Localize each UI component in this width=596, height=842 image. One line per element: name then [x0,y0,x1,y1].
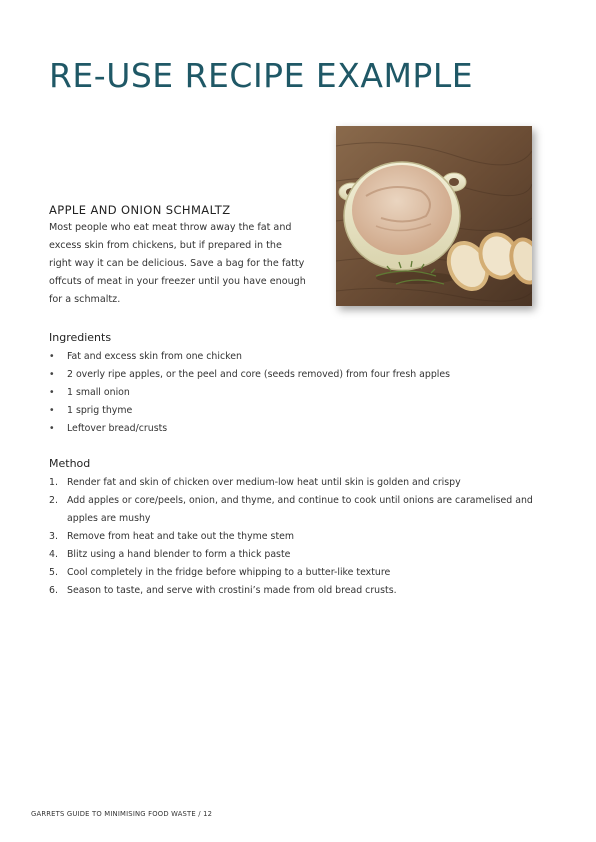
step-text: Remove from heat and take out the thyme stem [67,531,295,542]
ingredient-item: • 2 overly ripe apples, or the peel and core (seeds removed) from four fresh apples [49,366,450,384]
step-number: 6. [49,585,58,596]
ingredient-item: • 1 sprig thyme [49,402,450,420]
step-number: 5. [49,567,58,578]
step-text: Render fat and skin of chicken over medium-low heat until skin is golden and crispy [67,477,461,488]
step-number: 1. [49,477,58,488]
step-text: Blitz using a hand blender to form a thick paste [67,549,291,560]
schmaltz-photo [336,126,532,306]
method-step [49,582,559,600]
method-heading: Method [49,457,91,470]
ingredient-item: • 1 small onion [49,384,450,402]
method-step [49,474,559,492]
step-number: 3. [49,531,58,542]
ingredient-item: • Fat and excess skin from one chicken [49,348,450,366]
method-step [49,528,559,546]
page-title: RE-USE RECIPE EXAMPLE [49,56,474,95]
step-text: Season to taste, and serve with crostini’s made from old bread crusts. [67,585,397,596]
page-footer: GARRETS GUIDE TO MINIMISING FOOD WASTE / 12 [31,810,213,818]
ingredients-heading: Ingredients [49,331,112,344]
step-text: Cool completely in the fridge before whipping to a butter-like texture [67,567,391,578]
method-list [49,474,559,600]
step-text: Add apples or core/peels, onion, and thyme, and continue to cook until onions are caramelised and apples are mushy [67,495,533,524]
recipe-intro: Most people who eat meat throw away the fat and excess skin from chickens, but if prepared in the right way it can be delicious. Save a bag for the fatty offcuts of meat in your freezer until you have enough for a schmaltz. [49,222,306,306]
step-number: 4. [49,549,58,560]
recipe-heading: APPLE AND ONION SCHMALTZ [49,203,231,217]
method-step [49,492,559,528]
ingredients-list [49,348,450,438]
method-step [49,564,559,582]
step-number: 2. [49,495,58,506]
ingredient-item: • Leftover bread/crusts [49,420,450,438]
method-step [49,546,559,564]
